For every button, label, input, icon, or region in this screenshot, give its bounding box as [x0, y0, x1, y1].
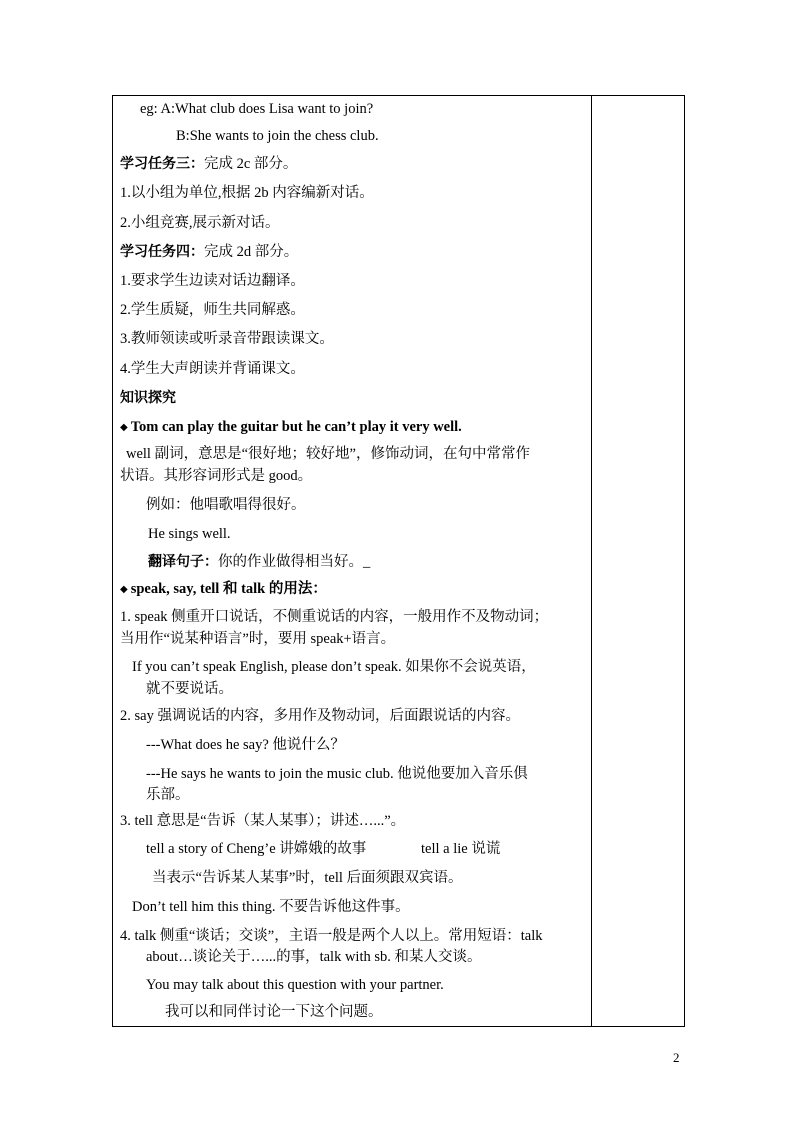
task3-heading [120, 155, 297, 173]
task4-item-1: 1.要求学生边读对话边翻译。 [120, 273, 305, 289]
example-b: B:She wants to join the chess club. [176, 128, 379, 144]
well-line-1: well 副词，意思是“很好地；较好地”，修饰动词，在句中常常作 [126, 446, 530, 462]
tell-example-2: tell a lie 说谎 [421, 841, 501, 857]
knowledge-title: 知识探究 [120, 390, 176, 406]
tell-example-1: tell a story of Cheng’e 讲嫦娥的故事 [146, 841, 367, 857]
say-example-1: ---What does he say? 他说什么？ [146, 737, 345, 753]
column-divider [591, 95, 592, 1027]
point2-heading [120, 580, 327, 599]
task3-desc: 完成 2c 部分。 [204, 156, 298, 172]
talk-line-1: 4. talk 侧重“谈话；交谈”，主语一般是两个人以上。常用短语：talk [120, 928, 543, 944]
translate-line [148, 553, 370, 571]
point2-title: speak, say, tell 和 talk 的用法： [130, 581, 327, 597]
example-en: He sings well. [148, 526, 231, 542]
speak-example-2: 就不要说话。 [146, 681, 233, 697]
diamond-bullet-icon: ◆ [120, 422, 128, 433]
tell-example-3: Don’t tell him this thing. 不要告诉他这件事。 [132, 899, 410, 915]
task4-heading [120, 243, 298, 261]
page-number: 2 [673, 1050, 680, 1065]
task4-item-3: 3.教师领读或听录音带跟读课文。 [120, 331, 334, 347]
tell-line-1: 3. tell 意思是“告诉（某人某事）；讲述…...”。 [120, 813, 406, 829]
well-line-2: 状语。其形容词形式是 good。 [120, 468, 313, 484]
tell-line-2: 当表示“告诉某人某事”时，tell 后面须跟双宾语。 [152, 870, 463, 886]
task3-title: 学习任务三： [120, 156, 204, 172]
say-line-1: 2. say 强调说话的内容，多用作及物动词，后面跟说话的内容。 [120, 708, 520, 724]
talk-example-1: You may talk about this question with your partner. [146, 977, 444, 993]
point1-title: Tom can play the guitar but he can’t play it very well. [130, 419, 462, 435]
task3-item-1: 1.以小组为单位,根据 2b 内容编新对话。 [120, 185, 374, 201]
task4-item-2: 2.学生质疑，师生共同解惑。 [120, 302, 305, 318]
task3-item-2: 2.小组竞赛,展示新对话。 [120, 215, 280, 231]
task4-desc: 完成 2d 部分。 [204, 244, 299, 260]
speak-example-1: If you can’t speak English, please don’t speak. 如果你不会说英语， [132, 659, 536, 675]
talk-example-2: 我可以和同伴讨论一下这个问题。 [165, 1004, 383, 1020]
diamond-bullet-icon: ◆ [120, 584, 128, 595]
task4-item-4: 4.学生大声朗读并背诵课文。 [120, 361, 305, 377]
speak-line-2: 当用作“说某种语言”时，要用 speak+语言。 [120, 631, 396, 647]
translate-text: 你的作业做得相当好。_ [218, 554, 371, 570]
say-example-3: 乐部。 [146, 787, 190, 803]
say-example-2: ---He says he wants to join the music club. 他说他要加入音乐俱 [146, 766, 528, 782]
example-label: 例如：他唱歌唱得很好。 [146, 497, 306, 513]
talk-line-2: about…谈论关于…...的事，talk with sb. 和某人交谈。 [146, 949, 482, 965]
speak-line-1: 1. speak 侧重开口说话，不侧重说话的内容，一般用作不及物动词； [120, 609, 549, 625]
translate-label: 翻译句子： [148, 554, 218, 570]
point1-heading [120, 418, 462, 437]
task4-title: 学习任务四： [120, 244, 204, 260]
example-a: eg: A:What club does Lisa want to join? [140, 101, 374, 117]
